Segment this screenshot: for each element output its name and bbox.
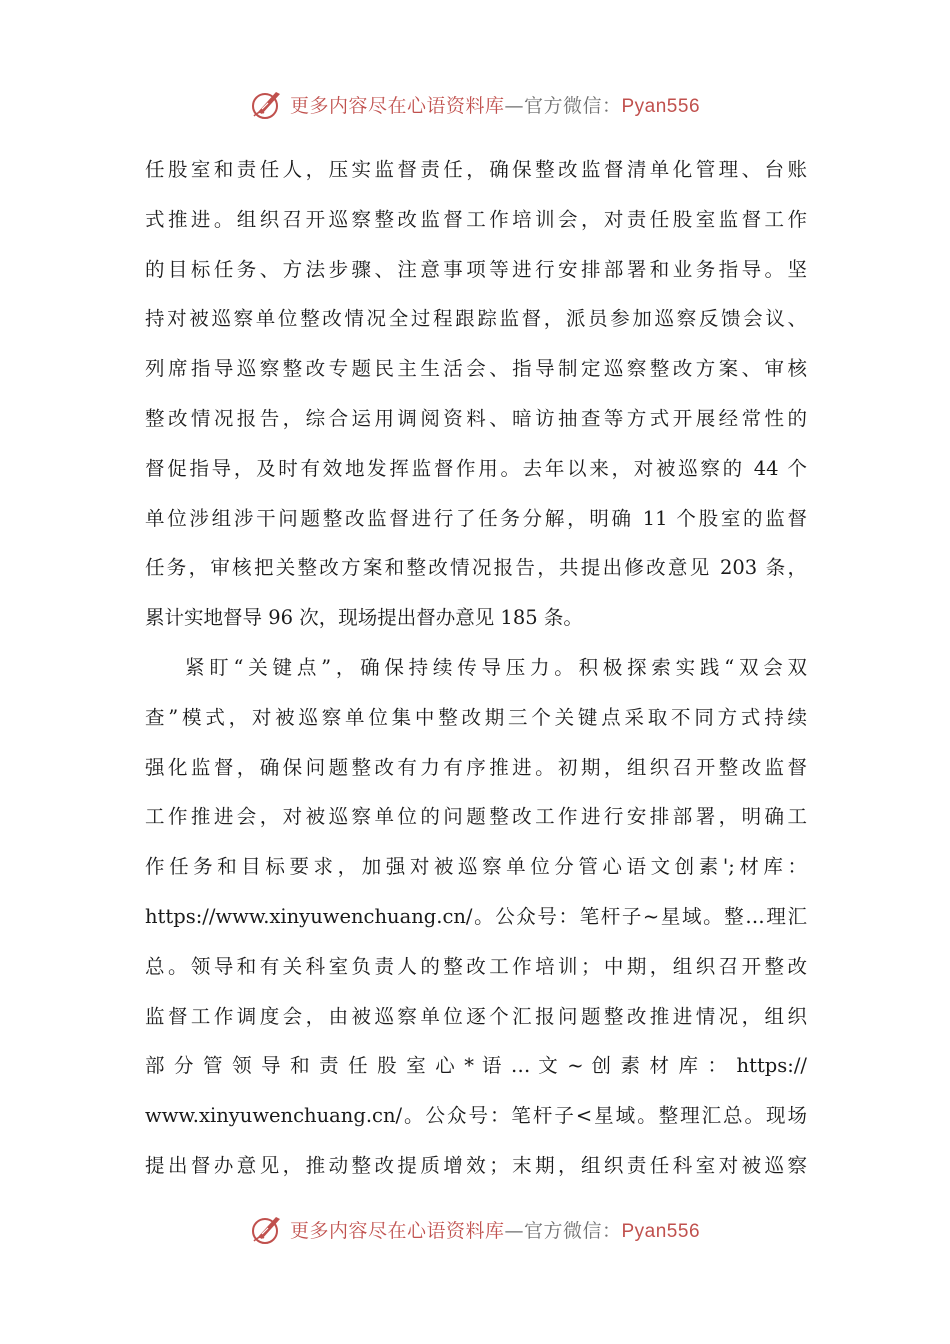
header-banner — [0, 84, 950, 124]
body-line: 强化监督，确保问题整改有力有序推进。初期，组织召开整改监督 — [145, 755, 807, 779]
body-line: 单位涉组涉干问题整改监督进行了任务分解，明确 11 个股室的监督 — [145, 506, 807, 530]
body-line: 提出督办意见，推动整改提质增效；末期，组织责任科室对被巡察 — [145, 1153, 807, 1177]
body-line-paragraph-start: 紧盯“关键点”，确保持续传导压力。积极探索实践“双会双 — [185, 655, 807, 679]
document-body — [145, 145, 807, 1191]
body-line: www.xinyuwenchuang.cn/。公众号：笔杆子<星域。整理汇总。现场 — [145, 1104, 807, 1128]
body-line: 督促指导，及时有效地发挥监督作用。去年以来，对被巡察的 44 个 — [145, 456, 807, 480]
body-line: 列席指导巡察整改专题民主生活会、指导制定巡察整改方案、审核 — [145, 357, 807, 381]
footer-banner — [0, 1209, 950, 1249]
body-line-paragraph-end: 累计实地督导 96 次，现场提出督办意见 185 条。 — [145, 606, 583, 630]
footer-banner-id: Pyan556 — [621, 1220, 701, 1242]
footer-banner-main: 更多内容尽在心语资料库 — [289, 1219, 505, 1242]
body-line: 的目标任务、方法步骤、注意事项等进行安排部署和业务指导。坚 — [145, 257, 807, 281]
body-line: 整改情况报告，综合运用调阅资料、暗访抽查等方式开展经常性的 — [145, 406, 807, 430]
footer-banner-dash: —官方微信： — [504, 1219, 622, 1242]
header-banner-text — [290, 91, 700, 118]
header-banner-dash: —官方微信： — [504, 94, 622, 117]
body-line: 查”模式，对被巡察单位集中整改期三个关键点采取不同方式持续 — [145, 705, 807, 729]
body-line: https://www.xinyuwenchuang.cn/。公众号：笔杆子~星域。整…理汇 — [145, 904, 807, 928]
body-line: 作任务和目标要求，加强对被巡察单位分管心语文创素';材库： — [145, 855, 807, 879]
body-line: 部 分 管 领 导 和 责 任 股 室 心 * 语 … 文 ~ 创 素 材 库 ： https:// — [145, 1054, 807, 1078]
footer-banner-text — [290, 1216, 700, 1243]
body-line: 任务，审核把关整改方案和整改情况报告，共提出修改意见 203 条， — [145, 556, 807, 580]
body-line: 式推进。组织召开巡察整改监督工作培训会，对责任股室监督工作 — [145, 207, 807, 231]
body-line: 任股室和责任人，压实监督责任，确保整改监督清单化管理、台账 — [145, 158, 807, 181]
quill-logo-icon — [250, 86, 286, 122]
header-banner-main: 更多内容尽在心语资料库 — [289, 94, 505, 117]
body-line: 监督工作调度会，由被巡察单位逐个汇报问题整改推进情况，组织 — [145, 1004, 807, 1028]
body-line: 总。领导和有关科室负责人的整改工作培训；中期，组织召开整改 — [145, 954, 807, 978]
body-line: 工作推进会，对被巡察单位的问题整改工作进行安排部署，明确工 — [145, 805, 807, 829]
header-banner-id: Pyan556 — [621, 95, 701, 117]
body-line: 持对被巡察单位整改情况全过程跟踪监督，派员参加巡察反馈会议、 — [145, 307, 807, 331]
quill-logo-icon — [250, 1211, 286, 1247]
